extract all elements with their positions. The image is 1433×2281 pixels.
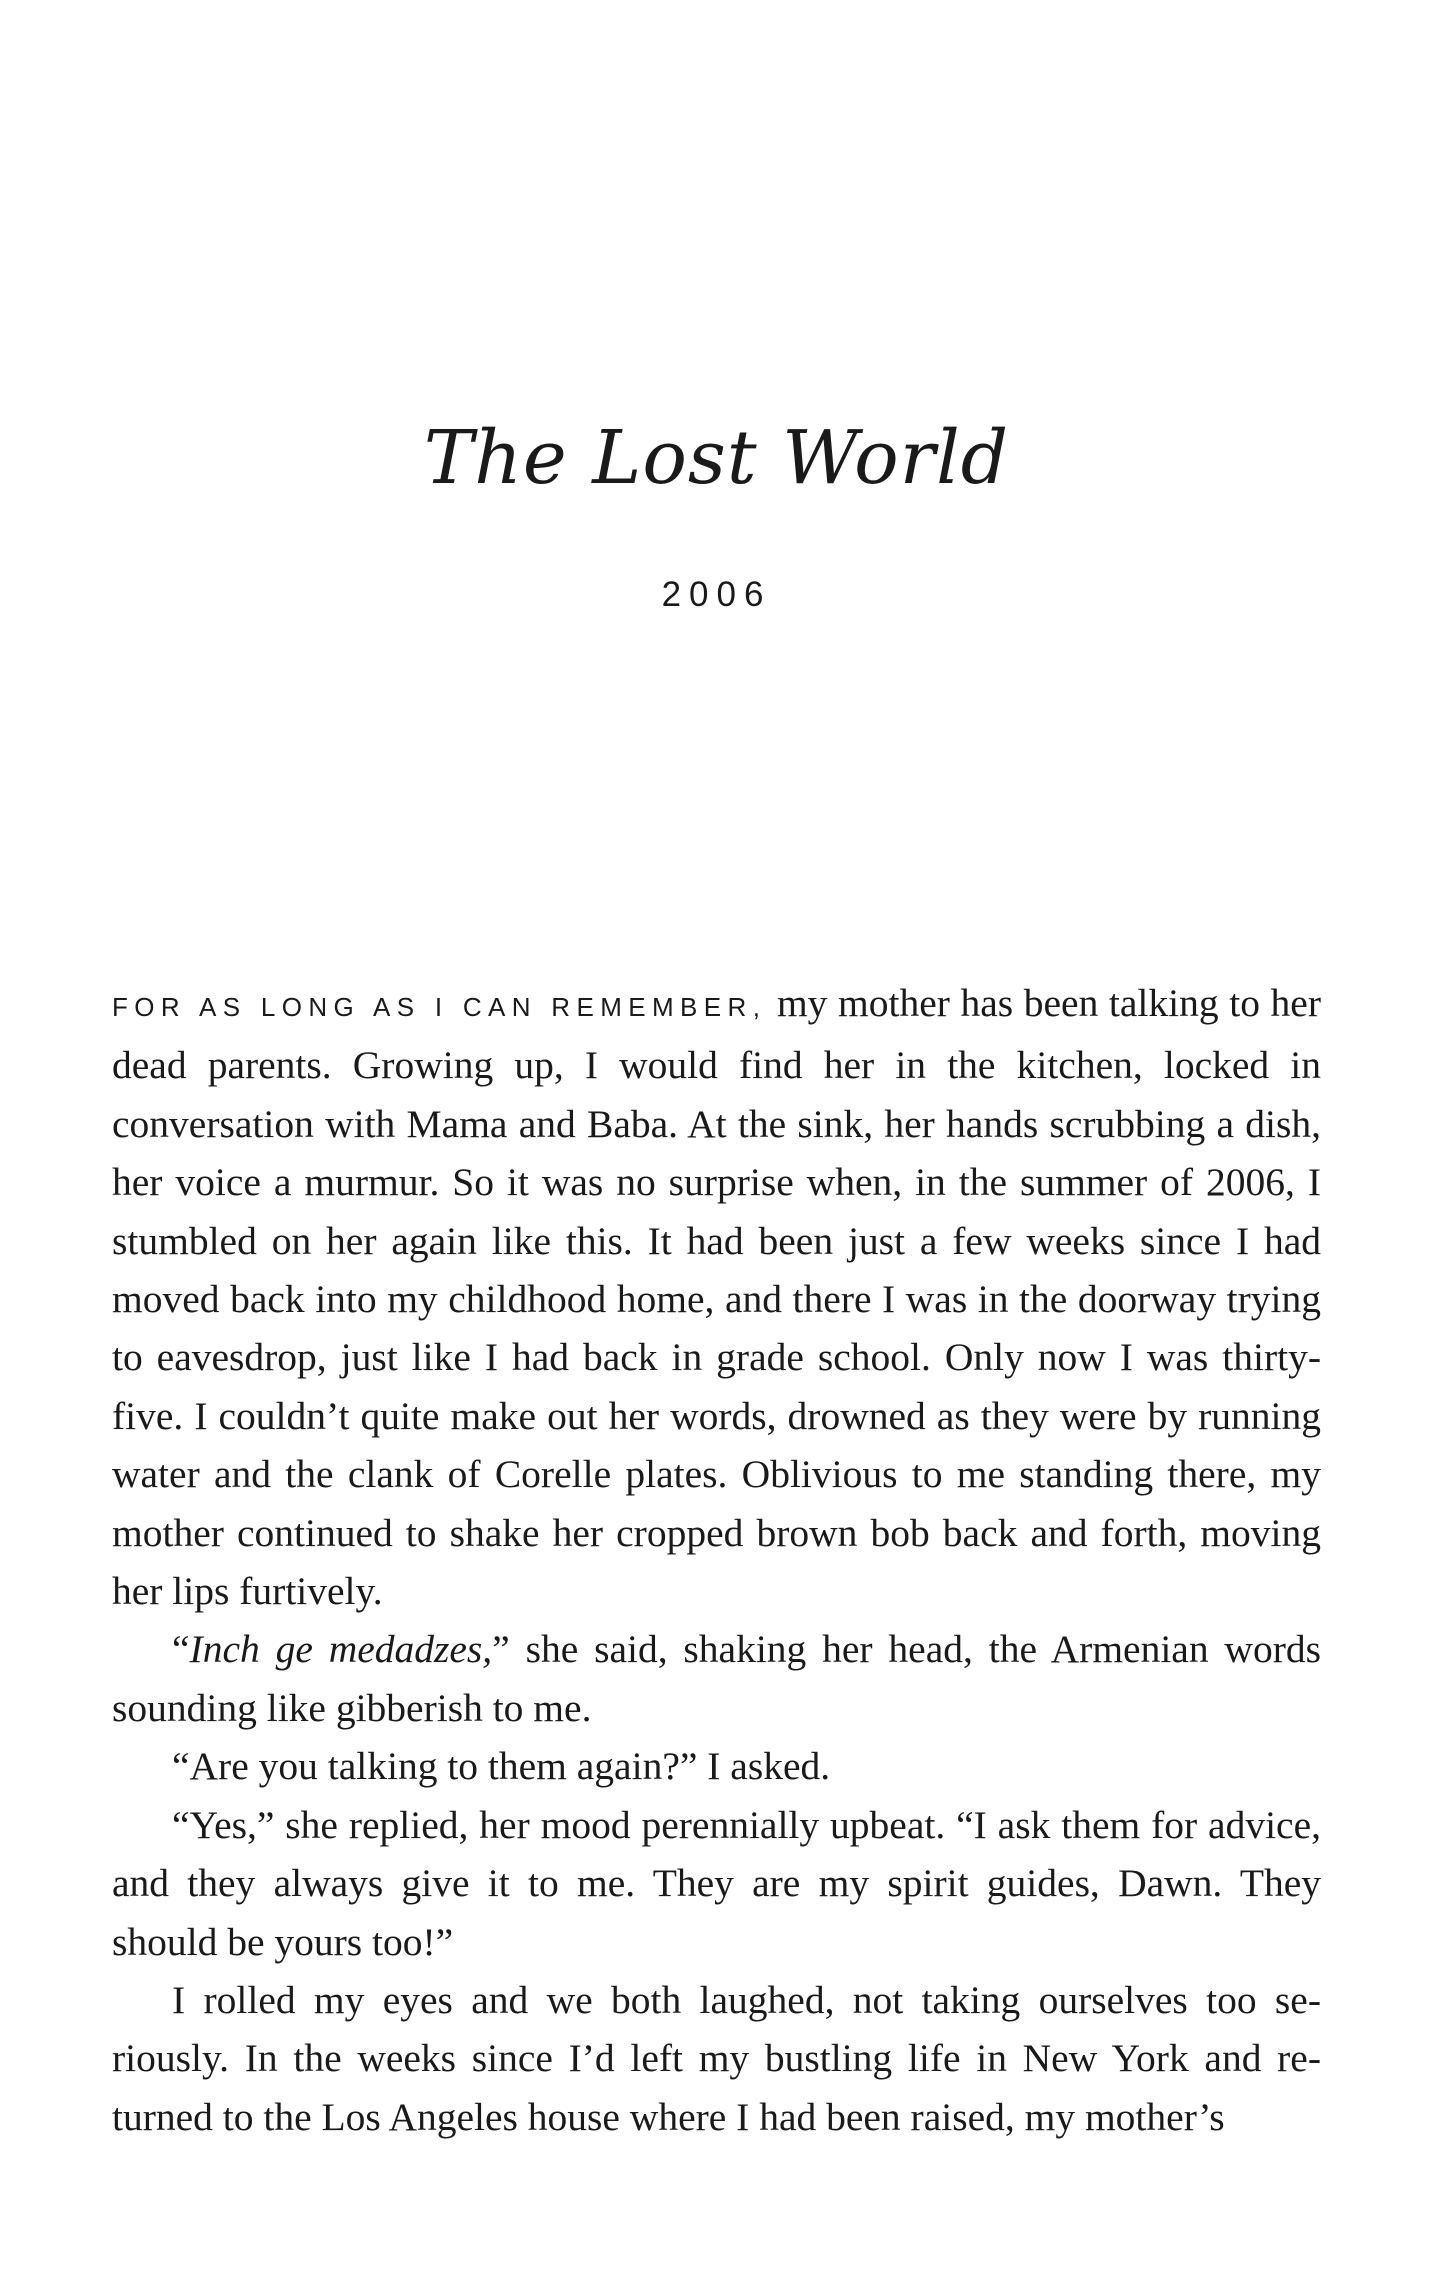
paragraph: [112, 974, 1321, 1620]
paragraph-text: I rolled my eyes and we both laughed, not taking ourselves too seriously. In the weeks since I’d left my bustling life in New York and returned to the Los Angeles house where I had been raised, my mother’s: [112, 1977, 1321, 2139]
paragraph: [112, 1737, 1321, 1795]
paragraph: [112, 1971, 1321, 2146]
paragraph-text: “Yes,” she replied, her mood perennially upbeat. “I ask them for advice, and they always give it to me. They are my spirit guides, Dawn. They should be yours too!”: [112, 1802, 1321, 1964]
chapter-body: [112, 974, 1321, 2146]
chapter-title: The Lost World: [423, 415, 1010, 501]
paragraph: [112, 1620, 1321, 1737]
armenian-phrase: Inch ge medadzes,: [189, 1627, 493, 1672]
lead-in-small-caps: FOR AS LONG AS I CAN REMEMBER,: [112, 992, 767, 1022]
paragraph-text: my mother has been talking to her dead parents. Growing up, I would find her in the kitchen, locked in conversation with Mama and Baba. At the sink, her hands scrubbing a dish, her voice a murmur. So it was no surprise when, in the summer of 2006, I stumbled on her again like this. It had been just a few weeks since I had moved back into my childhood home, and there I was in the doorway trying to eavesdrop, just like I had back in grade school. Only now I was thirty-five. I couldn’t quite make out her words, drowned as they were by running water and the clank of Corelle plates. Oblivious to me standing there, my mother continued to shake her cropped brown bob back and forth, moving her lips furtively.: [112, 981, 1321, 1614]
paragraph-text: “Are you talking to them again?” I asked.: [172, 1744, 831, 1789]
open-quote: “: [172, 1627, 190, 1672]
close-quote: ”: [492, 1627, 510, 1672]
chapter-year: 2006: [661, 575, 772, 614]
paragraph: [112, 1796, 1321, 1971]
paragraph-text: she said, shaking her head, the Armenian words sounding like gibberish to me.: [112, 1627, 1321, 1730]
